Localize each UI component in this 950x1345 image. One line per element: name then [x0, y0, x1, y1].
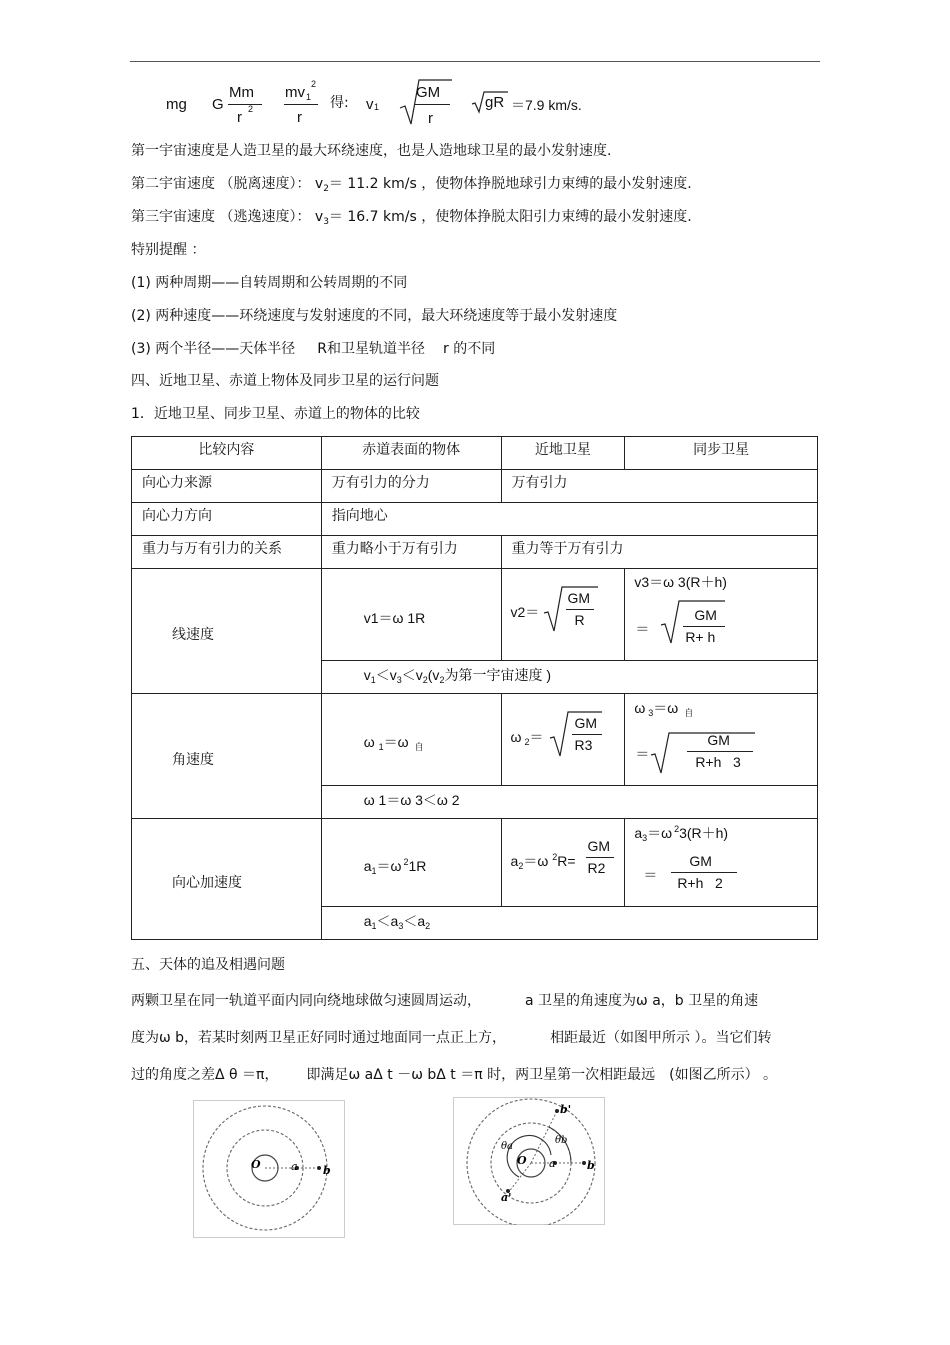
label-theta-b: θb [555, 1135, 568, 1146]
table-cell: 万有引力的分力 [321, 470, 501, 503]
section-5-para-line2: 度为ω b，若某时刻两卫星正好同时通过地面同一点正上方， 相距最近（如图甲所示 ）。当它们转 [131, 1030, 772, 1046]
table-cell: 万有引力 [501, 470, 817, 503]
section-4-title: 四、近地卫星、赤道上物体及同步卫星的运行问题 [131, 373, 439, 389]
satellite-b [582, 1161, 586, 1165]
satellite-b-prime [555, 1109, 559, 1113]
formula-v-exp: 2 [311, 79, 317, 89]
label-b: b [323, 1164, 331, 1177]
section-5-title: 五、天体的追及相遇问题 [131, 957, 285, 973]
table-row [132, 536, 818, 569]
label-a: a [549, 1157, 556, 1170]
formula-v1: v [366, 96, 374, 113]
acceleration-comparison: $a_1<a_3<a_2$ [321, 907, 817, 940]
formula-gm: GM [416, 84, 441, 101]
formula-v-sub: 1 [306, 92, 312, 102]
second-cosmic-velocity: 第二宇宙速度 （脱离速度）： $v_2= 11.2$ km/s ，使物体挣脱地球引力束缚的最小发射速度. [131, 176, 692, 194]
linear-velocity-comparison: $v_1<v_3<v_2(v_2$为第一宇宙速度 ) [321, 661, 817, 694]
special-reminder: 特别提醒 ： [131, 242, 206, 258]
table-row [132, 503, 818, 536]
table-header-row [132, 437, 818, 470]
row-label: 线速度 [132, 569, 322, 694]
reminder-1: (1) 两种周期——自转周期和公转周期的不同 [131, 275, 408, 291]
satellite-b [317, 1166, 321, 1170]
label-b: b [587, 1159, 595, 1172]
formula-mg: mg [166, 96, 187, 113]
fraction-bar [586, 857, 614, 858]
fraction-bar [566, 609, 594, 610]
formula-mv: mv [285, 84, 305, 101]
row-label: 角速度 [132, 694, 322, 819]
table-row [132, 694, 818, 786]
formula-r-b: r [428, 110, 433, 127]
table-cell: 重力等于万有引力 [501, 536, 817, 569]
third-cosmic-velocity: 第三宇宙速度 （逃逸速度）： $v_3= 16.7$ km/s ，使物体挣脱太阳引力束缚的最小发射速度. [131, 209, 692, 227]
label-b-prime: b' [560, 1103, 572, 1116]
table-cell: 指向地心 [321, 503, 817, 536]
reminder-2: (2) 两种速度——环绕速度与发射速度的不同，最大环绕速度等于最小发射速度 [131, 308, 618, 324]
table-cell: v3＝ω 3(R＋h) ＝ GM R+ h [625, 569, 818, 661]
row-label: 向心加速度 [132, 819, 322, 940]
figure-farthest-apart [453, 1097, 605, 1225]
formula-de: 得: [330, 95, 349, 111]
table-cell: $a_2=\omega$ $^2$R= GM R2 [501, 819, 625, 907]
table-cell: ω $_3$＝ω $_自$ ＝ GM R+h 3 [625, 694, 818, 786]
header-sync-satellite: 同步卫星 [625, 437, 818, 470]
formula-result: ＝7.9 km/s. [511, 97, 582, 113]
fraction-bar [683, 626, 725, 627]
formula-r: r [237, 109, 242, 126]
fraction-bar [228, 104, 262, 105]
table-cell: $a_1=\omega$ $^2$1R [321, 819, 501, 907]
formula-g: G [212, 96, 224, 113]
first-cosmic-velocity: 第一宇宙速度是人造卫星的最大环绕速度，也是人造地球卫星的最小发射速度. [131, 143, 612, 159]
fraction-bar [284, 104, 318, 105]
table-row [132, 470, 818, 503]
formula-v1-sub: 1 [374, 102, 380, 112]
section-5-para-line3: 过的角度之差Δ θ ＝π， 即满足ω aΔ t －ω bΔ t ＝π 时，两卫星第一次相距最远 (如图乙所示） 。 [131, 1067, 778, 1083]
fraction-bar [414, 104, 450, 105]
table-cell: v2＝ GM R [501, 569, 625, 661]
center-label: O [517, 1154, 527, 1167]
header-equator-object: 赤道表面的物体 [321, 437, 501, 470]
row-label: 向心力方向 [132, 503, 322, 536]
formula-exp: 2 [248, 104, 254, 114]
header-rule [130, 61, 820, 62]
row-label: 重力与万有引力的关系 [132, 536, 322, 569]
label-theta-a: θa [501, 1141, 513, 1152]
fraction-bar [687, 751, 753, 752]
reminder-3: (3) 两个半径——天体半径 R和卫星轨道半径 r 的不同 [131, 341, 496, 357]
row-label: 向心力来源 [132, 470, 322, 503]
label-a-prime: a' [501, 1191, 512, 1204]
section-5-para-line1: 两颗卫星在同一轨道平面内同向绕地球做匀速圆周运动， a 卫星的角速度为ω a，b 卫星的角速 [131, 993, 759, 1009]
angular-velocity-comparison: ω 1＝ω 3＜ω 2 [321, 786, 817, 819]
table-cell: $a_3=\omega$ $^2$3(R＋h) ＝ GM R+h 2 [625, 819, 818, 907]
header-compare: 比较内容 [132, 437, 322, 470]
fraction-bar [671, 872, 737, 873]
table-cell: ω $_1$＝ω $_自$ [321, 694, 501, 786]
label-a: a [291, 1160, 298, 1173]
table-cell: v1＝ω 1R [321, 569, 501, 661]
formula-gr: gR [485, 94, 505, 111]
table-row [132, 569, 818, 661]
formula-r-den: r [297, 109, 302, 126]
table-cell: ω $_2$＝ GM R3 [501, 694, 625, 786]
center-label: O [251, 1158, 261, 1171]
formula-mm: Mm [229, 84, 254, 101]
figure-closest-approach [193, 1100, 345, 1238]
section-4-1-title: 1．近地卫星、同步卫星、赤道上的物体的比较 [131, 406, 420, 422]
comparison-table [131, 436, 818, 940]
table-cell: 重力略小于万有引力 [321, 536, 501, 569]
header-near-earth-satellite: 近地卫星 [501, 437, 625, 470]
fraction-bar [572, 734, 602, 735]
table-row [132, 819, 818, 907]
